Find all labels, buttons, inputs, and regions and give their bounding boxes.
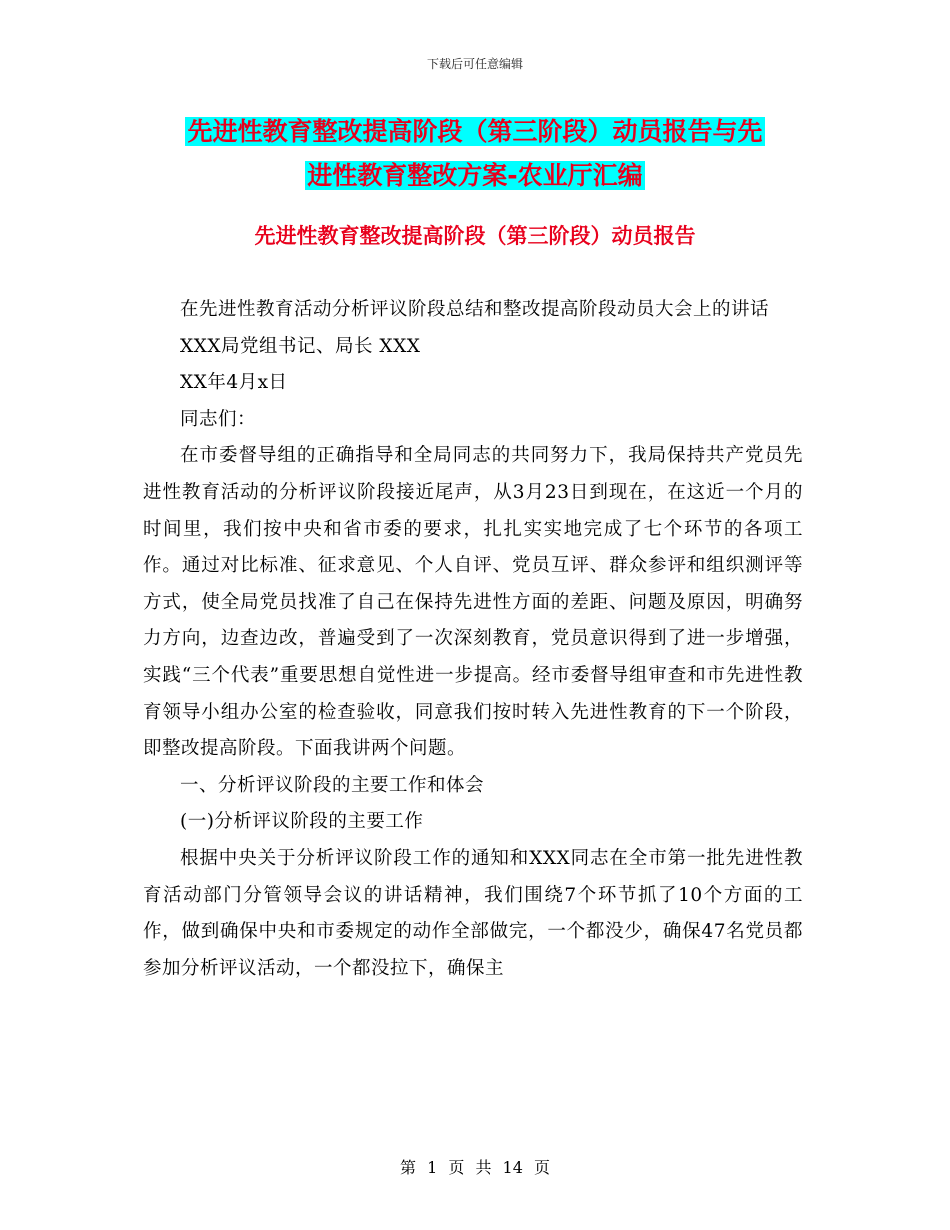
paragraph: 在先进性教育活动分析评议阶段总结和整改提高阶段动员大会上的讲话 xyxy=(180,299,770,320)
paragraph: (一)分析评议阶段的主要工作 xyxy=(180,811,424,833)
title-line-1: 先进性教育整改提高阶段（第三阶段）动员报告与先 xyxy=(187,117,763,146)
paragraph: XXX局党组书记、局长 XXX xyxy=(180,335,421,357)
paragraph: 根据中央关于分析评议阶段工作的通知和XXX同志在全市第一批先进性教育活动部门分管领导会议的讲话精神，我们围绕7个环节抓了10个方面的工作，做到确保中央和市委规定的动作全部做完，一个都没少，确保47名党员都参加分析评议活动，一个都没拉下，确保主 xyxy=(143,847,803,979)
document-title xyxy=(0,110,950,198)
title-line-2: 进性教育整改方案-农业厅汇编 xyxy=(307,161,643,190)
section-title: 先进性教育整改提高阶段（第三阶段）动员报告 xyxy=(254,224,696,248)
paragraph: 同志们： xyxy=(180,408,257,430)
body-text xyxy=(143,292,803,987)
paragraph: 一、分析评议阶段的主要工作和体会 xyxy=(180,774,485,796)
page-footer: 第 1 页 共 14 页 xyxy=(400,1158,550,1177)
header-note: 下载后可任意编辑 xyxy=(426,57,523,71)
paragraph: 在市委督导组的正确指导和全局同志的共同努力下，我局保持共产党员先进性教育活动的分析评议阶段接近尾声，从3月23日到现在，在这近一个月的时间里，我们按中央和省市委的要求，扎扎实实地完成了七个环节的各项工作。通过对比标准、征求意见、个人自评、党员互评、群众参评和组织测评等方式，使全局党员找准了自己在保持先进性方面的差距、问题及原因，明确努力方向，边查边改，普遍受到了一次深刻教育，党员意识得到了进一步增强，实践“三个代表”重要思想自觉性进一步提高。经市委督导组审查和市先进性教育领导小组办公室的检查验收，同意我们按时转入先进性教育的下一个阶段，即整改提高阶段。下面我讲两个问题。 xyxy=(143,445,803,760)
paragraph: XX年4月x日 xyxy=(180,372,288,394)
